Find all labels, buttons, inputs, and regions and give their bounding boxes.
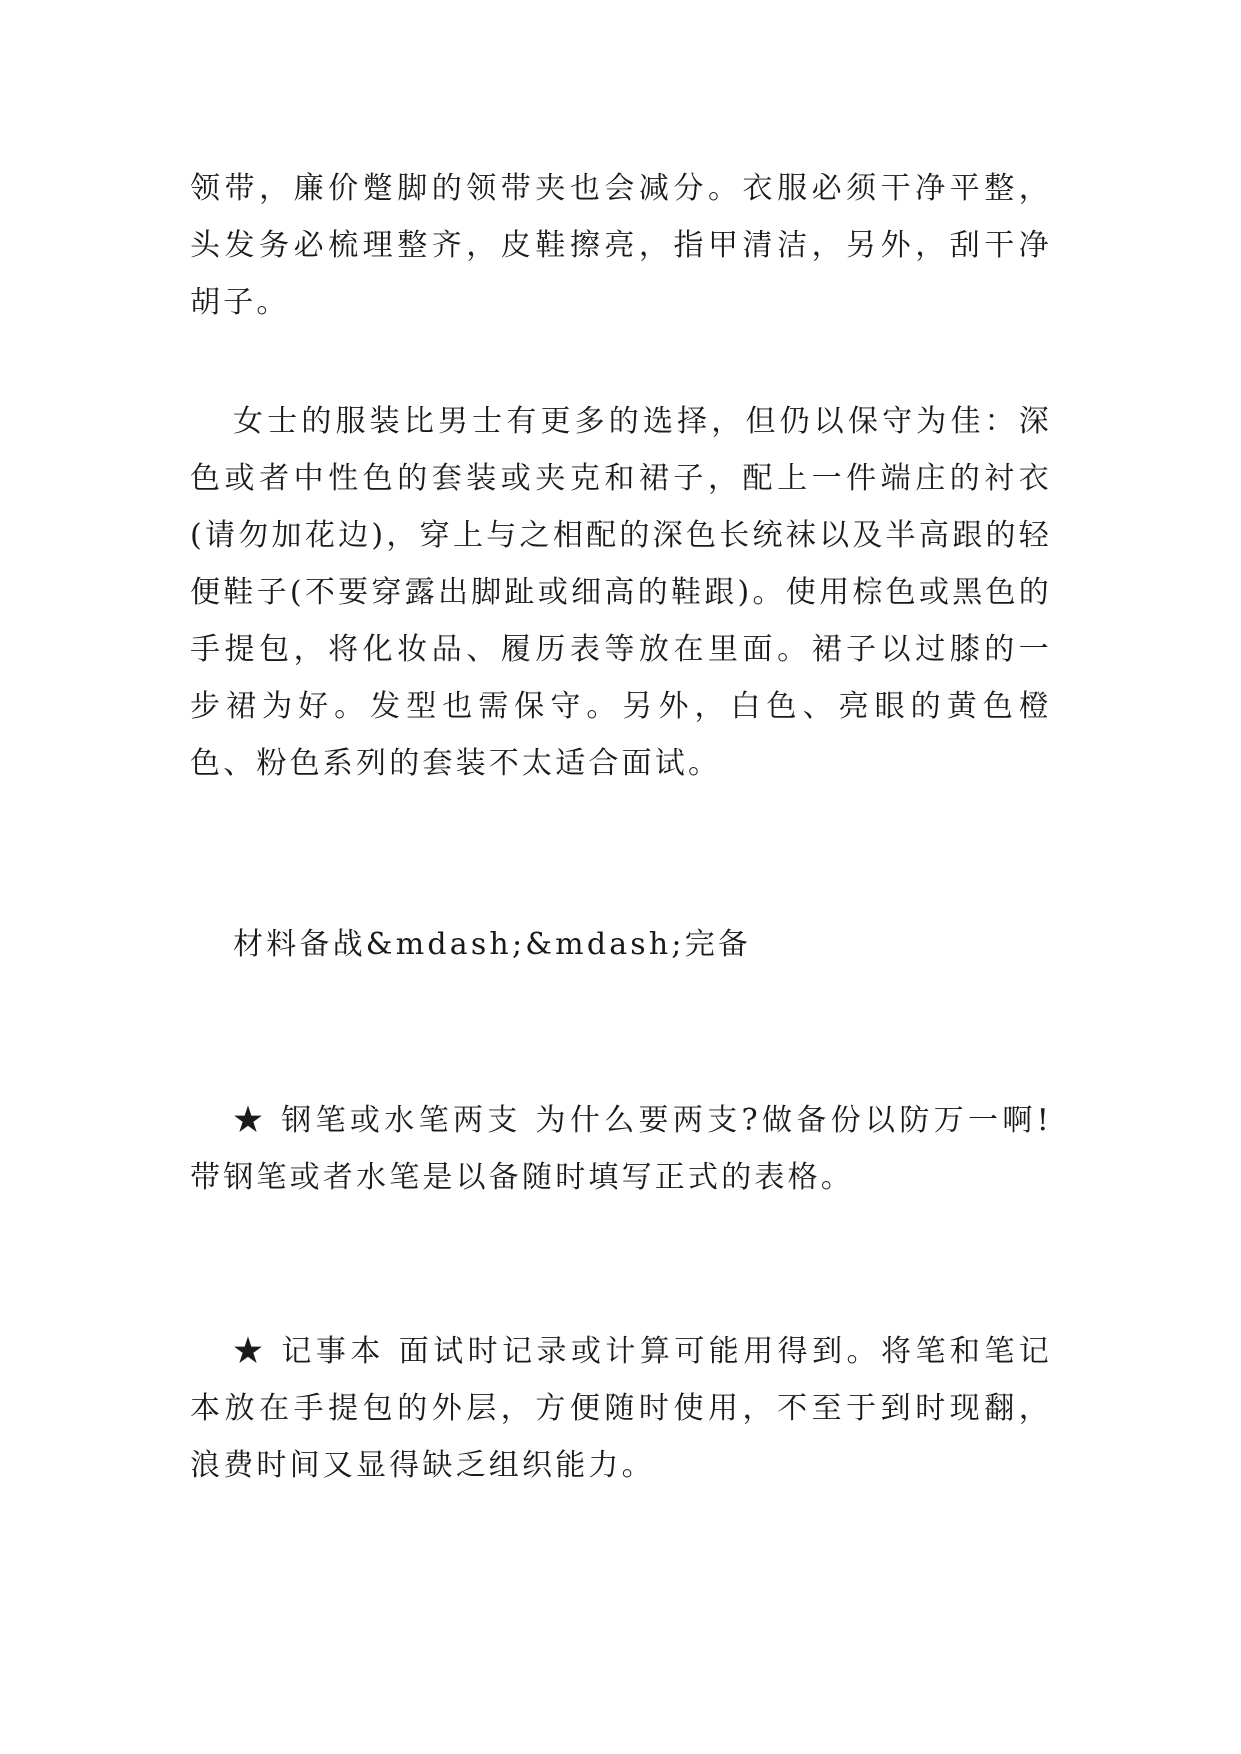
paragraph-pens: ★ 钢笔或水笔两支 为什么要两支?做备份以防万一啊!带钢笔或者水笔是以备随时填写正式的表格。 — [190, 1103, 1052, 1195]
paragraph-womens-attire: 女士的服装比男士有更多的选择，但仍以保守为佳：深色或者中性色的套装或夹克和裙子，配上一件端庄的衬衣(请勿加花边)，穿上与之相配的深色长统袜以及半高跟的轻便鞋子(不要穿露出脚趾或细高的鞋跟)。使用棕色或黑色的手提包，将化妆品、履历表等放在里面。裙子以过膝的一步裙为好。发型也需保守。另外，白色、亮眼的黄色橙色、粉色系列的套装不太适合面试。 — [190, 404, 1052, 781]
paragraph-grooming: 领带，廉价蹩脚的领带夹也会减分。衣服必须干净平整，头发务必梳理整齐，皮鞋擦亮，指甲清洁，另外，刮干净胡子。 — [190, 171, 1052, 320]
section-heading-materials: 材料备战&mdash;&mdash;完备 — [233, 927, 752, 962]
paragraph-notebook: ★ 记事本 面试时记录或计算可能用得到。将笔和笔记本放在手提包的外层，方便随时使用，不至于到时现翻，浪费时间又显得缺乏组织能力。 — [190, 1334, 1052, 1483]
